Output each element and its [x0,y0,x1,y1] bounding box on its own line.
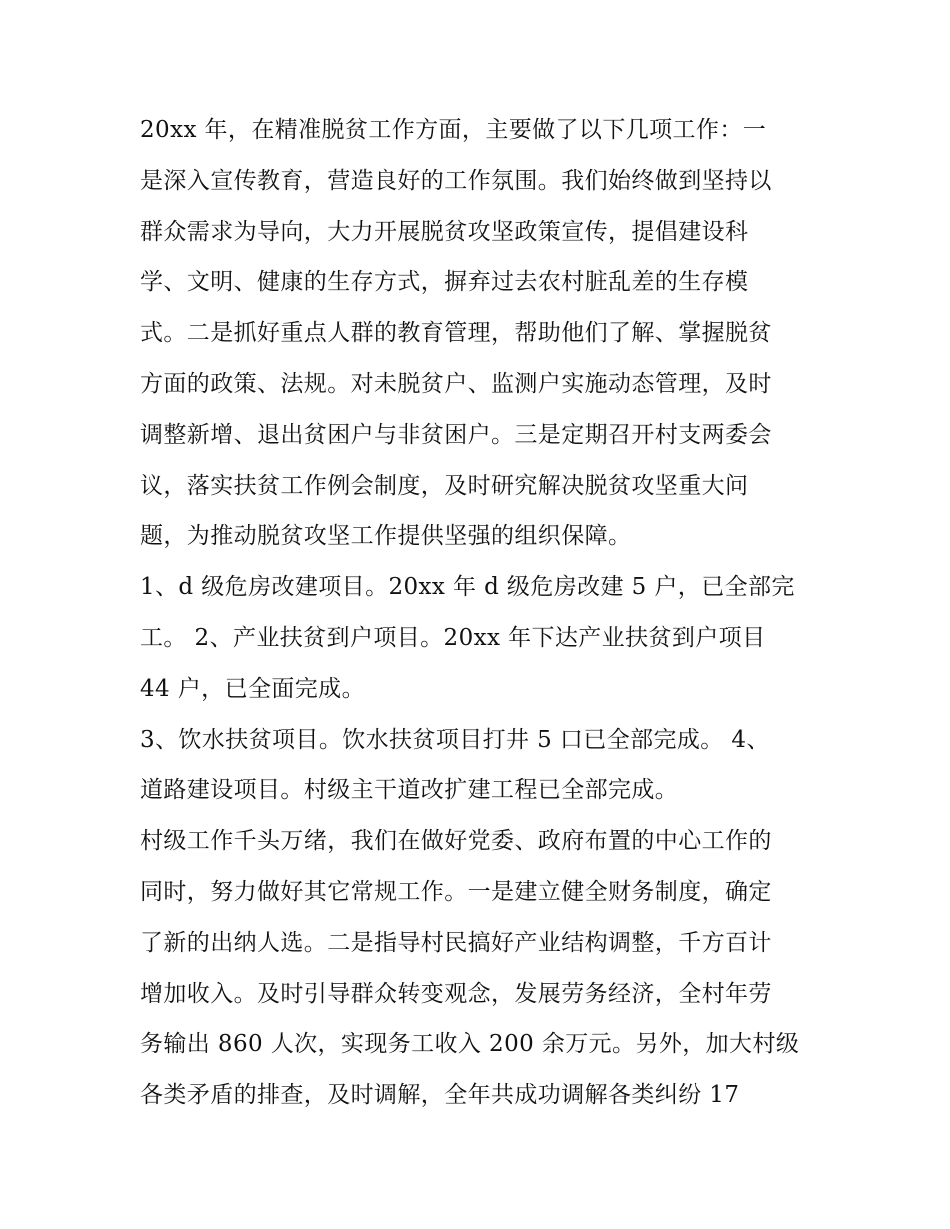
text-line: 题，为推动脱贫攻坚工作提供坚强的组织保障。 [140,523,632,550]
text-line: 学、文明、健康的生存方式，摒弃过去农村脏乱差的生存模 [140,269,749,296]
text-line: 是深入宣传教育，营造良好的工作氛围。我们始终做到坚持以 [140,167,772,194]
text-line: 44 户，已全面完成。 [140,675,365,702]
text-line: 工。 2、产业扶贫到户项目。20xx 年下达产业扶贫到户项目 [140,624,766,651]
text-line: 20xx 年，在精准脱贫工作方面，主要做了以下几项工作：一 [140,117,767,143]
text-line: 同时，努力做好其它常规工作。一是建立健全财务制度，确定 [140,878,772,905]
text-line: 了新的出纳人选。二是指导村民搞好产业结构调整，千方百计 [140,929,772,956]
text-line: 各类矛盾的排查，及时调解，全年共成功调解各类纠纷 17 [140,1082,740,1109]
text-line: 1、d 级危房改建项目。20xx 年 d 级危房改建 5 户，已全部完 [140,574,795,601]
text-line: 调整新增、退出贫困户与非贫困户。三是定期召开村支两委会 [140,421,772,448]
document-body [140,105,820,1121]
text-line: 村级工作千头万绪，我们在做好党委、政府布置的中心工作的 [140,828,772,855]
text-line: 3、饮水扶贫项目。饮水扶贫项目打井 5 口已全部完成。 4、 [140,726,770,753]
text-line: 式。二是抓好重点人群的教育管理，帮助他们了解、掌握脱贫 [140,320,772,347]
text-line: 方面的政策、法规。对未脱贫户、监测户实施动态管理，及时 [140,370,772,397]
text-line: 务输出 860 人次，实现务工收入 200 余万元。另外，加大村级 [140,1031,800,1058]
text-line: 增加收入。及时引导群众转变观念，发展劳务经济，全村年劳 [140,980,772,1007]
text-line: 议，落实扶贫工作例会制度，及时研究解决脱贫攻坚重大问 [140,472,749,499]
text-line: 道路建设项目。村级主干道改扩建工程已全部完成。 [140,777,679,804]
text-line: 群众需求为导向，大力开展脱贫攻坚政策宣传，提倡建设科 [140,218,749,245]
